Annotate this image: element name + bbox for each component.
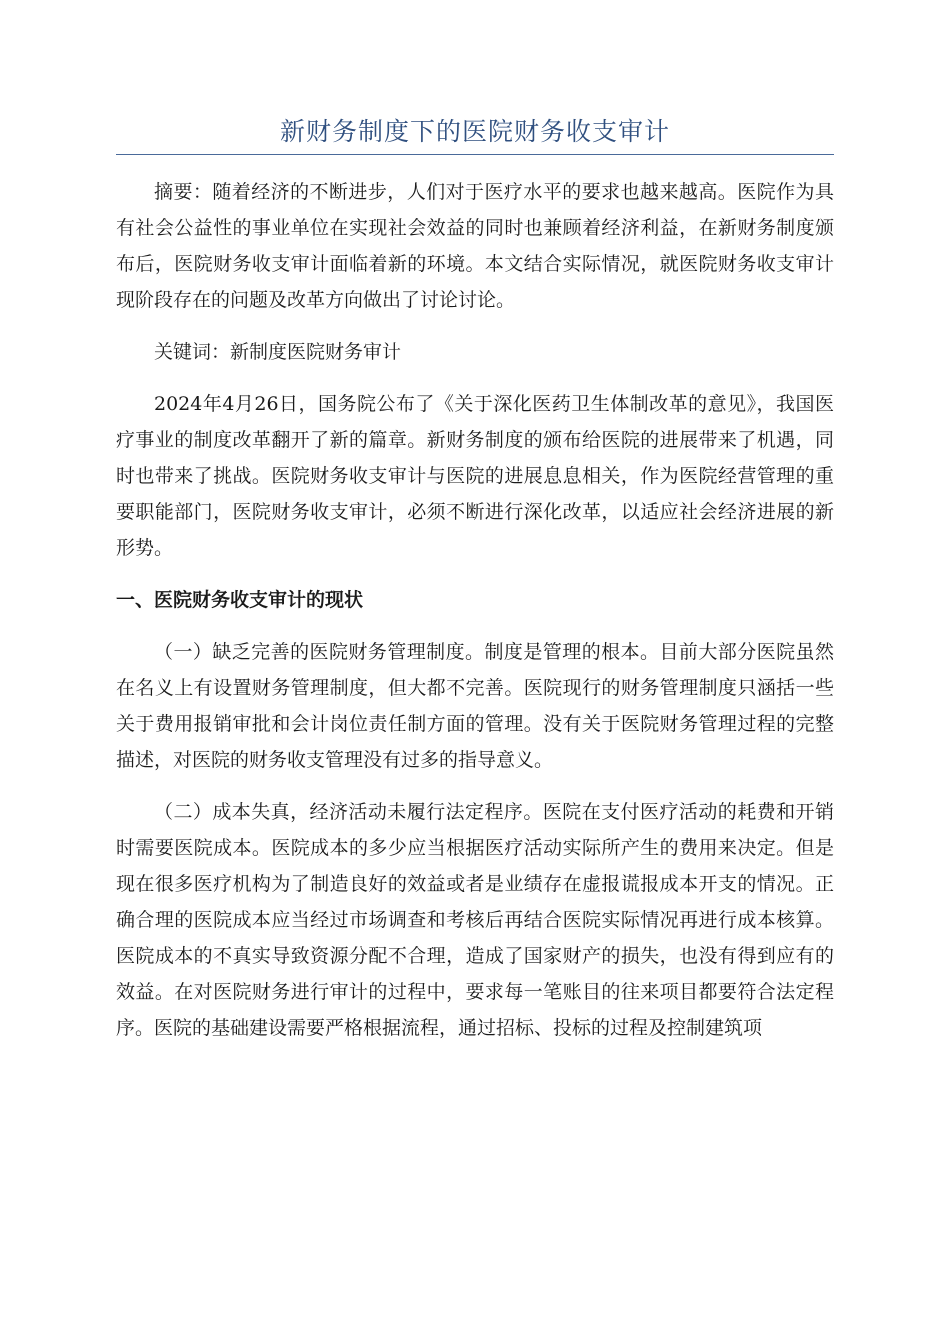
title-underline (116, 154, 834, 155)
section-paragraph-1: （一）缺乏完善的医院财务管理制度。制度是管理的根本。目前大部分医院虽然在名义上有设置财务管理制度，但大都不完善。医院现行的财务管理制度只涵括一些关于费用报销审批和会计岗位责任制方面的管理。没有关于医院财务管理过程的完整描述，对医院的财务收支管理没有过多的指导意义。 (116, 641, 834, 771)
section-heading: 一、医院财务收支审计的现状 (116, 589, 364, 611)
document-body (116, 174, 834, 1062)
abstract-paragraph: 摘要：随着经济的不断进步，人们对于医疗水平的要求也越来越高。医院作为具有社会公益性的事业单位在实现社会效益的同时也兼顾着经济利益，在新财务制度颁布后，医院财务收支审计面临着新的环境。本文结合实际情况，就医院财务收支审计现阶段存在的问题及改革方向做出了讨论讨论。 (116, 181, 834, 311)
intro-paragraph: 2024年4月26日，国务院公布了《关于深化医药卫生体制改革的意见》，我国医疗事业的制度改革翻开了新的篇章。新财务制度的颁布给医院的进展带来了机遇，同时也带来了挑战。医院财务收支审计与医院的进展息息相关，作为医院经营管理的重要职能部门，医院财务收支审计，必须不断进行深化改革，以适应社会经济进展的新形势。 (116, 393, 834, 559)
document-title: 新财务制度下的医院财务收支审计 (279, 117, 670, 146)
section-paragraph-2: （二）成本失真，经济活动未履行法定程序。医院在支付医疗活动的耗费和开销时需要医院成本。医院成本的多少应当根据医疗活动实际所产生的费用来决定。但是现在很多医疗机构为了制造良好的效益或者是业绩存在虚报谎报成本开支的情况。正确合理的医院成本应当经过市场调查和考核后再结合医院实际情况再进行成本核算。医院成本的不真实导致资源分配不合理，造成了国家财产的损失，也没有得到应有的效益。在对医院财务进行审计的过程中，要求每一笔账目的往来项目都要符合法定程序。医院的基础建设需要严格根据流程，通过招标、投标的过程及控制建筑项 (116, 801, 834, 1039)
keywords-paragraph: 关键词：新制度医院财务审计 (154, 341, 402, 363)
